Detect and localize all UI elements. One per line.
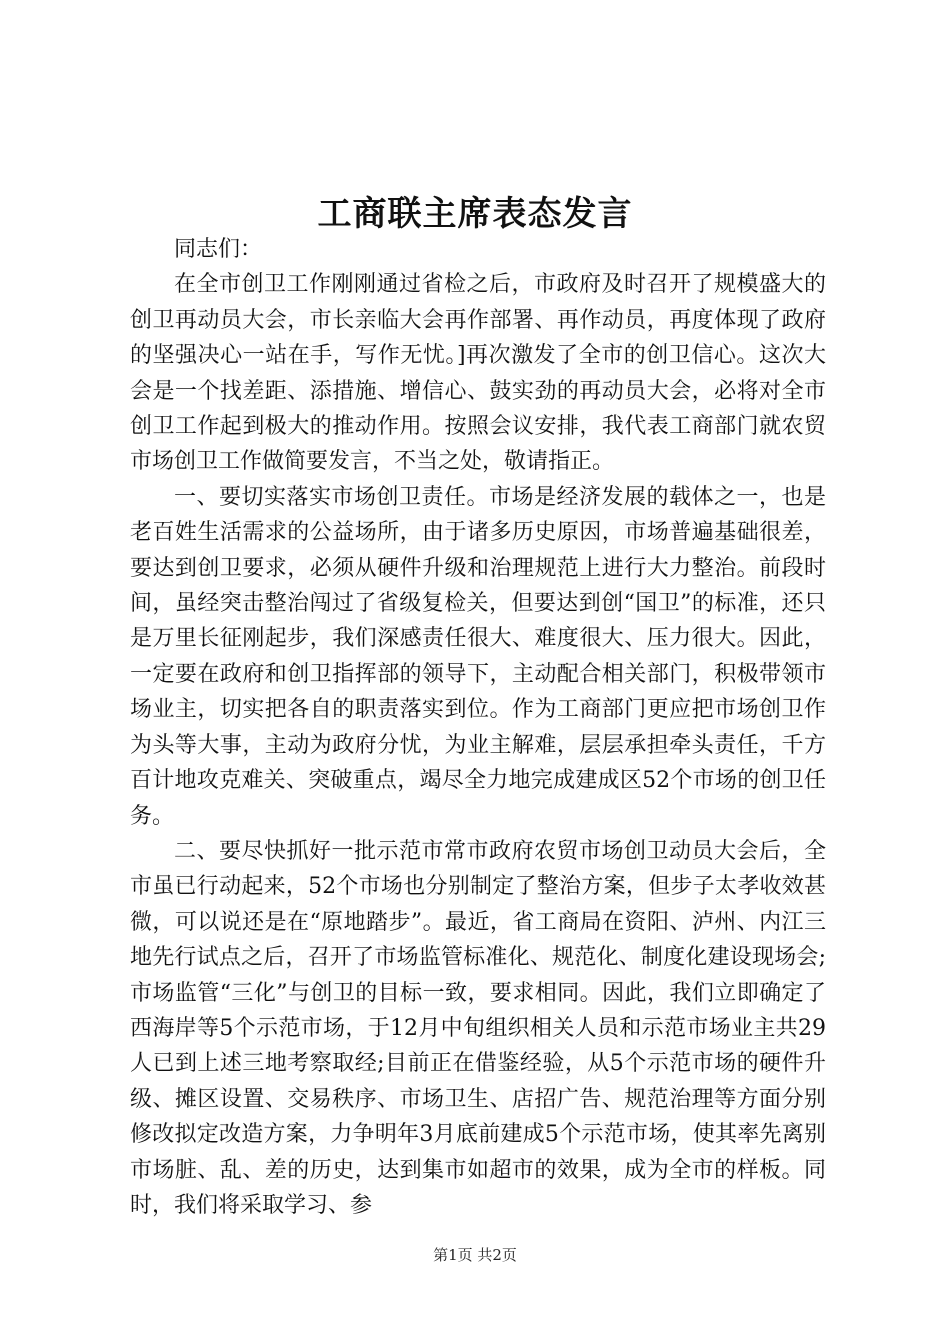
document-body [130,232,826,1223]
page-number-footer: 第1页 共2页 [433,1246,517,1264]
intro-paragraph: 在全市创卫工作刚刚通过省检之后，市政府及时召开了规模盛大的创卫再动员大会，市长亲临大会再作部署、再作动员，再度体现了政府的坚强决心一站在手，写作无忧。]再次激发了全市的创卫信心。这次大会是一个找差距、添措施、增信心、鼓实劲的再动员大会，必将对全市创卫工作起到极大的推动作用。按照会议安排，我代表工商部门就农贸市场创卫工作做简要发言，不当之处，敬请指正。 [130,272,826,475]
document-title: 工商联主席表态发言 [317,194,633,234]
salutation-paragraph: 同志们： [174,237,263,262]
section-two-paragraph: 二、要尽快抓好一批示范市常市政府农贸市场创卫动员大会后，全市虽已行动起来，52个市场也分别制定了整治方案，但步子太孝收效甚微，可以说还是在“原地踏步”。最近，省工商局在资阳、泸州、内江三地先行试点之后，召开了市场监管标准化、规范化、制度化建设现场会;市场监管“三化”与创卫的目标一致，要求相同。因此，我们立即确定了西海岸等5个示范市场，于12月中旬组织相关人员和示范市场业主共29人已到上述三地考察取经;目前正在借鉴经验，从5个示范市场的硬件升级、摊区设置、交易秩序、市场卫生、店招广告、规范治理等方面分别修改拟定改造方案，力争明年3月底前建成5个示范市场，使其率先离别市场脏、乱、差的历史，达到集市如超市的效果，成为全市的样板。同时，我们将采取学习、参 [130,838,826,1218]
section-one-paragraph: 一、要切实落实市场创卫责任。市场是经济发展的载体之一，也是老百姓生活需求的公益场所，由于诸多历史原因，市场普遍基础很差，要达到创卫要求，必须从硬件升级和治理规范上进行大力整治。前段时间，虽经突击整治闯过了省级复检关，但要达到创“国卫”的标准，还只是万里长征刚起步，我们深感责任很大、难度很大、压力很大。因此，一定要在政府和创卫指挥部的领导下，主动配合相关部门，积极带领市场业主，切实把各自的职责落实到位。作为工商部门更应把市场创卫作为头等大事，主动为政府分忧，为业主解难，层层承担牵头责任，千方百计地攻克难关、突破重点，竭尽全力地完成建成区52个市场的创卫任务。 [130,484,826,829]
